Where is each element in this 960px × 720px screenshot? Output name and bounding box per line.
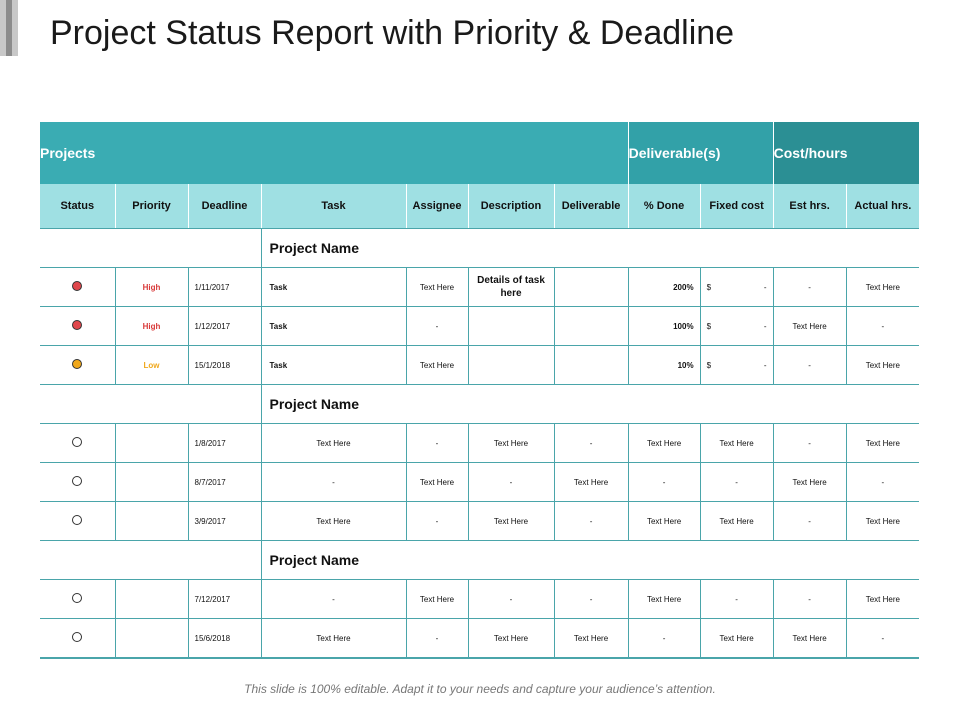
done-cell: - bbox=[628, 463, 700, 502]
description-cell: Text Here bbox=[468, 619, 554, 659]
est-hrs-cell: - bbox=[773, 580, 846, 619]
task-cell: - bbox=[261, 580, 406, 619]
col-priority: Priority bbox=[115, 184, 188, 229]
col-done: % Done bbox=[628, 184, 700, 229]
project-name: Project Name bbox=[261, 229, 919, 268]
footer-note: This slide is 100% editable. Adapt it to your needs and capture your audience’s attention. bbox=[244, 682, 716, 696]
description-cell: Text Here bbox=[468, 502, 554, 541]
deliverable-cell: - bbox=[554, 502, 628, 541]
est-hrs-cell: - bbox=[773, 424, 846, 463]
priority-cell bbox=[115, 502, 188, 541]
table-row bbox=[40, 580, 919, 619]
status-indicator-icon bbox=[72, 515, 82, 525]
header-group-row bbox=[40, 122, 919, 184]
status-indicator-icon bbox=[72, 437, 82, 447]
description-cell: - bbox=[468, 580, 554, 619]
project-group-row bbox=[40, 385, 919, 424]
project-name: Project Name bbox=[261, 541, 919, 580]
status-indicator-icon bbox=[72, 632, 82, 642]
priority-cell bbox=[115, 619, 188, 659]
task-cell: Task bbox=[261, 268, 406, 307]
deliverable-cell bbox=[554, 268, 628, 307]
actual-hrs-cell: - bbox=[846, 463, 919, 502]
est-hrs-cell: - bbox=[773, 502, 846, 541]
status-indicator-icon bbox=[72, 593, 82, 603]
done-cell: Text Here bbox=[628, 502, 700, 541]
status-indicator-icon bbox=[72, 281, 82, 291]
priority-cell: Low bbox=[115, 346, 188, 385]
done-cell: 10% bbox=[628, 346, 700, 385]
table-row bbox=[40, 268, 919, 307]
status-cell bbox=[40, 502, 115, 541]
deadline-cell: 15/1/2018 bbox=[188, 346, 261, 385]
description-cell bbox=[468, 346, 554, 385]
cost-hours-header: Cost/hours bbox=[773, 122, 919, 184]
col-description: Description bbox=[468, 184, 554, 229]
status-indicator-icon bbox=[72, 320, 82, 330]
fixed-cost-cell bbox=[700, 268, 773, 307]
col-actual-hrs: Actual hrs. bbox=[846, 184, 919, 229]
status-cell bbox=[40, 346, 115, 385]
done-cell: Text Here bbox=[628, 424, 700, 463]
deadline-cell: 3/9/2017 bbox=[188, 502, 261, 541]
currency-symbol: $ bbox=[706, 282, 712, 292]
est-hrs-cell: Text Here bbox=[773, 307, 846, 346]
deadline-cell: 1/8/2017 bbox=[188, 424, 261, 463]
description-cell: Text Here bbox=[468, 424, 554, 463]
fixed-cost-cell bbox=[700, 307, 773, 346]
actual-hrs-cell: Text Here bbox=[846, 346, 919, 385]
task-cell: Text Here bbox=[261, 502, 406, 541]
accent-bar bbox=[0, 0, 18, 56]
table-row bbox=[40, 619, 919, 659]
description-cell: Details of task here bbox=[468, 268, 554, 307]
currency-symbol: $ bbox=[706, 321, 712, 331]
col-deliverable: Deliverable bbox=[554, 184, 628, 229]
fixed-cost-cell: Text Here bbox=[700, 502, 773, 541]
priority-cell bbox=[115, 463, 188, 502]
project-name: Project Name bbox=[261, 385, 919, 424]
group-spacer bbox=[40, 385, 261, 424]
deadline-cell: 1/11/2017 bbox=[188, 268, 261, 307]
task-cell: Task bbox=[261, 307, 406, 346]
assignee-cell: - bbox=[406, 502, 468, 541]
assignee-cell: - bbox=[406, 619, 468, 659]
fixed-cost-cell bbox=[700, 346, 773, 385]
deliverable-cell: Text Here bbox=[554, 619, 628, 659]
fixed-cost-cell: - bbox=[700, 463, 773, 502]
col-assignee: Assignee bbox=[406, 184, 468, 229]
done-cell: 100% bbox=[628, 307, 700, 346]
priority-cell: High bbox=[115, 307, 188, 346]
deadline-cell: 1/12/2017 bbox=[188, 307, 261, 346]
fixed-cost-value: - bbox=[763, 360, 767, 370]
fixed-cost-cell: Text Here bbox=[700, 619, 773, 659]
status-cell bbox=[40, 307, 115, 346]
done-cell: 200% bbox=[628, 268, 700, 307]
table-row bbox=[40, 346, 919, 385]
table-row bbox=[40, 463, 919, 502]
est-hrs-cell: Text Here bbox=[773, 463, 846, 502]
group-spacer bbox=[40, 541, 261, 580]
task-cell: Text Here bbox=[261, 619, 406, 659]
assignee-cell: Text Here bbox=[406, 580, 468, 619]
fixed-cost-cell: Text Here bbox=[700, 424, 773, 463]
table-row bbox=[40, 424, 919, 463]
group-spacer bbox=[40, 229, 261, 268]
priority-cell bbox=[115, 424, 188, 463]
assignee-cell: - bbox=[406, 307, 468, 346]
done-cell: Text Here bbox=[628, 580, 700, 619]
task-cell: Text Here bbox=[261, 424, 406, 463]
project-group-row bbox=[40, 229, 919, 268]
currency-symbol: $ bbox=[706, 360, 712, 370]
deliverable-cell bbox=[554, 346, 628, 385]
assignee-cell: Text Here bbox=[406, 463, 468, 502]
status-cell bbox=[40, 580, 115, 619]
col-deadline: Deadline bbox=[188, 184, 261, 229]
slide-title: Project Status Report with Priority & Deadline bbox=[50, 14, 735, 52]
est-hrs-cell: - bbox=[773, 268, 846, 307]
actual-hrs-cell: Text Here bbox=[846, 268, 919, 307]
status-indicator-icon bbox=[72, 359, 82, 369]
deliverable-cell bbox=[554, 307, 628, 346]
assignee-cell: Text Here bbox=[406, 346, 468, 385]
fixed-cost-value: - bbox=[763, 321, 767, 331]
table-row bbox=[40, 502, 919, 541]
actual-hrs-cell: - bbox=[846, 307, 919, 346]
assignee-cell: Text Here bbox=[406, 268, 468, 307]
status-cell bbox=[40, 268, 115, 307]
deadline-cell: 7/12/2017 bbox=[188, 580, 261, 619]
priority-cell: High bbox=[115, 268, 188, 307]
status-cell bbox=[40, 424, 115, 463]
status-report-table bbox=[40, 122, 919, 659]
actual-hrs-cell: Text Here bbox=[846, 580, 919, 619]
priority-cell bbox=[115, 580, 188, 619]
description-cell bbox=[468, 307, 554, 346]
actual-hrs-cell: Text Here bbox=[846, 424, 919, 463]
project-group-row bbox=[40, 541, 919, 580]
fixed-cost-value: - bbox=[763, 282, 767, 292]
est-hrs-cell: - bbox=[773, 346, 846, 385]
deliverable-cell: - bbox=[554, 580, 628, 619]
status-indicator-icon bbox=[72, 476, 82, 486]
status-cell bbox=[40, 463, 115, 502]
assignee-cell: - bbox=[406, 424, 468, 463]
actual-hrs-cell: Text Here bbox=[846, 502, 919, 541]
deliverable-cell: Text Here bbox=[554, 463, 628, 502]
col-est-hrs: Est hrs. bbox=[773, 184, 846, 229]
deadline-cell: 15/6/2018 bbox=[188, 619, 261, 659]
col-status: Status bbox=[40, 184, 115, 229]
status-cell bbox=[40, 619, 115, 659]
fixed-cost-cell: - bbox=[700, 580, 773, 619]
projects-header: Projects bbox=[40, 122, 628, 184]
col-fixed-cost: Fixed cost bbox=[700, 184, 773, 229]
description-cell: - bbox=[468, 463, 554, 502]
est-hrs-cell: Text Here bbox=[773, 619, 846, 659]
task-cell: Task bbox=[261, 346, 406, 385]
task-cell: - bbox=[261, 463, 406, 502]
column-header-row bbox=[40, 184, 919, 229]
deliverable-cell: - bbox=[554, 424, 628, 463]
table-row bbox=[40, 307, 919, 346]
col-task: Task bbox=[261, 184, 406, 229]
done-cell: - bbox=[628, 619, 700, 659]
deliverables-header: Deliverable(s) bbox=[628, 122, 773, 184]
actual-hrs-cell: - bbox=[846, 619, 919, 659]
deadline-cell: 8/7/2017 bbox=[188, 463, 261, 502]
